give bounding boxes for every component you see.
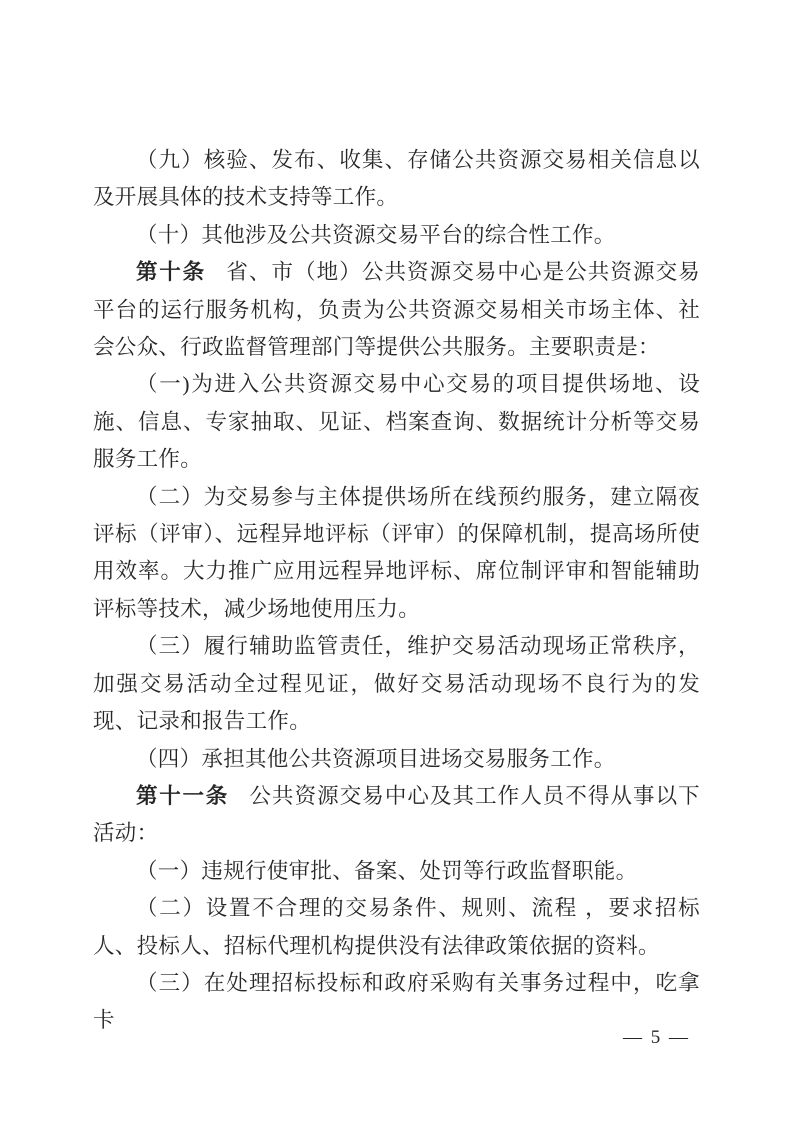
paragraph-text: （四）承担其他公共资源项目进场交易服务工作。 <box>136 746 616 771</box>
paragraph-text: 公共资源交易中心及其工作人员不得从事以下活动： <box>93 783 700 846</box>
paragraph-text: （九）核验、发布、收集、存储公共资源交易相关信息以及开展具体的技术支持等工作。 <box>93 148 700 210</box>
doc-paragraph <box>93 628 700 740</box>
doc-paragraph <box>93 853 700 890</box>
article-number-label: 第十条 <box>136 260 206 285</box>
document-body <box>93 142 700 1040</box>
doc-paragraph <box>93 142 700 217</box>
doc-paragraph <box>93 479 700 629</box>
doc-paragraph <box>93 965 700 1040</box>
paragraph-text: 省、市（地）公共资源交易中心是公共资源交易平台的运行服务机构，负责为公共资源交易相关市场主体、社会公众、行政监督管理部门等提供公共服务。主要职责是： <box>93 260 700 360</box>
doc-paragraph <box>93 254 700 366</box>
paragraph-text: （三）履行辅助监管责任，维护交易活动现场正常秩序，加强交易活动全过程见证，做好交易活动现场不良行为的发现、记录和报告工作。 <box>93 634 700 734</box>
paragraph-text: （三）在处理招标投标和政府采购有关事务过程中，吃拿卡 <box>93 970 700 1033</box>
paragraph-text: （二）设置不合理的交易条件、规则、流程 ，要求招标人、投标人、招标代理机构提供没有法律政策依据的资料。 <box>93 896 700 958</box>
paragraph-text: （一）违规行使审批、备案、处罚等行政监督职能。 <box>136 858 638 883</box>
page-number: — 5 — <box>623 1027 690 1048</box>
paragraph-text: （十）其他涉及公共资源交易平台的综合性工作。 <box>136 222 616 247</box>
paragraph-text: （二）为交易参与主体提供场所在线预约服务，建立隔夜评标（评审）、远程异地评标（评审）的保障机制，提高场所使用效率。大力推广应用远程异地评标、席位制评审和智能辅助评标等技术，减少场地使用压力。 <box>93 484 700 621</box>
paragraph-text: （一)为进入公共资源交易中心交易的项目提供场地、设施、信息、专家抽取、见证、档案查询、数据统计分析等交易服务工作。 <box>93 372 700 472</box>
doc-paragraph <box>93 366 700 478</box>
doc-paragraph <box>93 741 700 778</box>
article-number-label: 第十一条 <box>136 783 230 808</box>
doc-paragraph <box>93 890 700 965</box>
doc-paragraph <box>93 217 700 254</box>
doc-paragraph <box>93 778 700 853</box>
